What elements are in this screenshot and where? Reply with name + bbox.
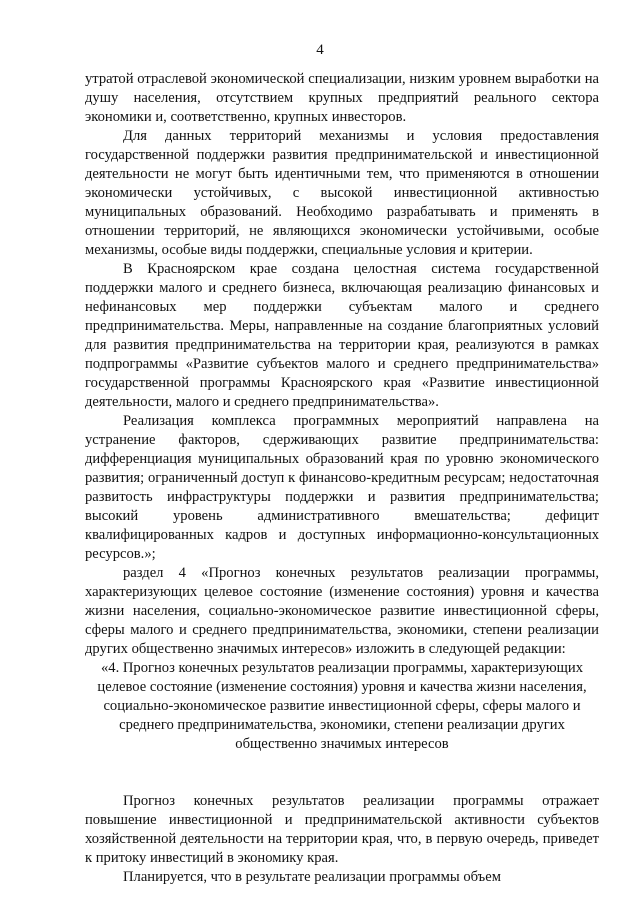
paragraph: Прогноз конечных результатов реализации программы отражает повышение инвестиционной и предпринимательской активности субъектов хозяйственной деятельности на территории края, что, в первую очередь, приведет к притоку инвестиций в экономику края. <box>85 793 599 866</box>
spacer <box>85 754 599 792</box>
paragraph: Реализация комплекса программных мероприятий направлена на устранение факторов, сдерживающих развитие предпринимательства: дифференциация муниципальных образований края по уровню экономического развития; ограниченный доступ к финансово-кредитным ресурсам; недостаточная развитость инфраструктуры поддержки и развития предпринимательства; высокий уровень административного вмешательства; дефицит квалифицированных кадров и доступных информационно-консультационных ресурсов.»; <box>85 413 599 562</box>
paragraph: утратой отраслевой экономической специализации, низким уровнем выработки на душу населения, отсутствием крупных предприятий реального сектора экономики и, соответственно, крупных инвесторов. <box>85 71 599 125</box>
paragraph: раздел 4 «Прогноз конечных результатов реализации программы, характеризующих целевое состояние (изменение состояния) уровня и качества жизни населения, социально-экономическое развитие инвестиционной сферы, сферы малого и среднего предпринимательства, экономики, степени реализации других общественно значимых интересов» изложить в следующей редакции: <box>85 565 599 657</box>
page-number: 4 <box>316 42 324 58</box>
paragraph: В Красноярском крае создана целостная система государственной поддержки малого и среднего бизнеса, включающая реализацию финансовых и нефинансовых мер поддержки субъектам малого и среднего предпринимательства. Меры, направленные на создание благоприятных условий для развития предпринимательства на территории края, реализуются в рамках подпрограммы «Развитие субъектов малого и среднего предпринимательства» государственной программы Красноярского края «Развитие инвестиционной деятельности, малого и среднего предпринимательства». <box>85 261 599 410</box>
paragraph: Планируется, что в результате реализации программы объем <box>123 869 501 885</box>
document-body <box>85 70 599 887</box>
section-heading: «4. Прогноз конечных результатов реализации программы, характеризующих целевое состояние (изменение состояния) уровня и качества жизни населения, социально-экономическое развитие инвестиционной сферы, сферы малого и среднего предпринимательства, экономики, степени реализации других общественно значимых интересов <box>97 660 587 752</box>
paragraph: Для данных территорий механизмы и условия предоставления государственной поддержки развития предпринимательской и инвестиционной деятельности не могут быть идентичными тем, что применяются в отношении экономически устойчивых, с высокой инвестиционной активностью муниципальных образований. Необходимо разрабатывать и применять в отношении территорий, не являющихся экономически устойчивыми, особые механизмы, особые виды поддержки, специальные условия и критерии. <box>85 128 599 258</box>
